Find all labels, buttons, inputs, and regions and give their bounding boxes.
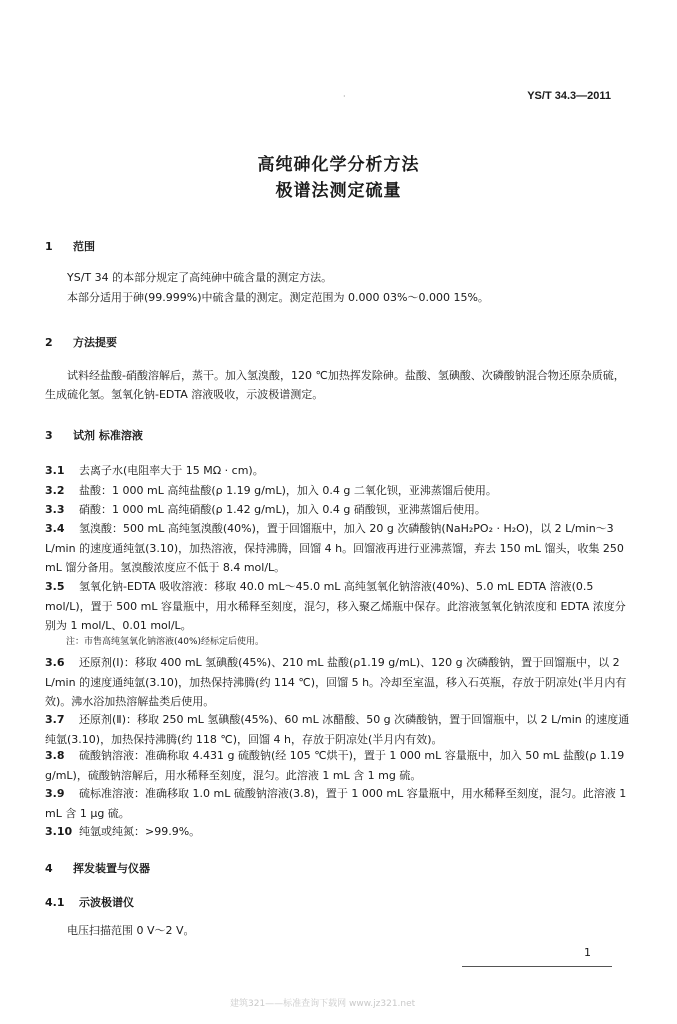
section-4-1-para: 电压扫描范围 0 V～2 V。 xyxy=(67,924,195,937)
section-1-para2: 本部分适用于砷(99.999%)中硫含量的测定。测定范围为 0.000 03%～0.000 15%。 xyxy=(67,291,489,304)
clause-number: 3.9 xyxy=(45,787,65,800)
clause-3-6 xyxy=(45,653,635,712)
section-number: 2 xyxy=(45,336,53,349)
watermark: 建筑321——标准查询下载网 www.jz321.net xyxy=(230,999,416,1009)
clause-3-8 xyxy=(45,746,635,785)
clause-3-10 xyxy=(45,822,635,842)
section-2-heading xyxy=(45,334,117,350)
section-4-1-heading xyxy=(45,894,134,910)
header-dot: · xyxy=(343,92,346,101)
clause-text: 纯氩或纯氮：>99.9%。 xyxy=(79,825,201,838)
clause-text: 氢溴酸：500 mL 高纯氢溴酸(40%)，置于回馏瓶中，加入 20 g 次磷酸钠(NaH₂PO₂ · H₂O)，以 2 L/min～3 L/min 的速度通纯氩(3.10)，加热溶液，保持沸腾，回馏 4 h。回馏液再进行亚沸蒸馏，弃去 150 mL 馏头，收集 250 mL 馏分备用。氢溴酸浓度应不低于 8.4 mol/L。 xyxy=(45,522,624,574)
section-number: 1 xyxy=(45,240,53,253)
clause-3-7 xyxy=(45,710,635,749)
clause-number: 3.6 xyxy=(45,656,65,669)
clause-number: 3.8 xyxy=(45,749,65,762)
subsection-number: 4.1 xyxy=(45,896,65,909)
clause-text: 硫酸钠溶液：准确称取 4.431 g 硫酸钠(经 105 ℃烘干)，置于 1 000 mL 容量瓶中，加入 50 mL 盐酸(ρ 1.19 g/mL)，硫酸钠溶解后，用水稀释至刻度，混匀。此溶液 1 mL 含 1 mg 硫。 xyxy=(45,749,625,782)
clause-text: 硫标准溶液：准确移取 1.0 mL 硫酸钠溶液(3.8)，置于 1 000 mL 容量瓶中，用水稀释至刻度，混匀。此溶液 1 mL 含 1 μg 硫。 xyxy=(45,787,627,820)
page-number: 1 xyxy=(584,946,591,959)
clause-3-9 xyxy=(45,784,635,823)
section-title: 试剂 标准溶液 xyxy=(73,429,143,442)
section-title: 挥发装置与仪器 xyxy=(73,862,150,875)
section-number: 3 xyxy=(45,429,53,442)
clause-3-3 xyxy=(45,500,635,520)
section-title: 范围 xyxy=(73,240,95,253)
note-text: 注：市售高纯氢氧化钠溶液(40%)经标定后使用。 xyxy=(66,637,265,647)
clause-number: 3.1 xyxy=(45,464,65,477)
document-title-line2: 极谱法测定硫量 xyxy=(275,181,402,201)
clause-3-4 xyxy=(45,519,635,578)
section-title: 方法提要 xyxy=(73,336,117,349)
section-number: 4 xyxy=(45,862,53,875)
clause-number: 3.3 xyxy=(45,503,65,516)
clause-text: 氢氧化钠-EDTA 吸收溶液：移取 40.0 mL～45.0 mL 高纯氢氧化钠溶液(40%)、5.0 mL EDTA 溶液(0.5 mol/L)，置于 500 mL 容量瓶中，用水稀释至刻度，混匀，移入聚乙烯瓶中保存。此溶液氢氧化钠浓度和 EDTA 浓度分别为 1 mol/L、0.01 mol/L。 xyxy=(45,580,626,632)
clause-text: 还原剂(Ⅰ)：移取 400 mL 氢碘酸(45%)、210 mL 盐酸(ρ1.19 g/mL)、120 g 次磷酸钠，置于回馏瓶中，以 2 L/min 的速度通纯氩(3.10)，加热保持沸腾(约 114 ℃)，回馏 5 h。冷却至室温，移入石英瓶，存放于阴凉处(半月内有效)。沸水浴加热溶解盐类后使用。 xyxy=(45,656,627,708)
clause-text: 去离子水(电阻率大于 15 MΩ · cm)。 xyxy=(79,464,264,477)
clause-text: 还原剂(Ⅱ)：移取 250 mL 氢碘酸(45%)、60 mL 冰醋酸、50 g 次磷酸钠，置于回馏瓶中，以 2 L/min 的速度通纯氩(3.10)，加热保持沸腾(约 118 ℃)，回馏 4 h，存放于阴凉处(半月内有效)。 xyxy=(45,713,630,746)
clause-3-2 xyxy=(45,481,635,501)
clause-number: 3.7 xyxy=(45,713,65,726)
footer-rule xyxy=(462,966,612,967)
section-3-heading xyxy=(45,427,143,443)
section-2-para1: 试料经盐酸-硝酸溶解后，蒸干。加入氢溴酸，120 ℃加热挥发除砷。盐酸、氢碘酸、次磷酸钠混合物还原杂质硫，生成硫化氢。氢氧化钠-EDTA 溶液吸收，示波极谱测定。 xyxy=(45,369,625,401)
clause-3-1 xyxy=(45,461,635,481)
clause-number: 3.10 xyxy=(45,825,73,838)
clause-number: 3.4 xyxy=(45,522,65,535)
clause-text: 硝酸：1 000 mL 高纯硝酸(ρ 1.42 g/mL)，加入 0.4 g 硝酸钡，亚沸蒸馏后使用。 xyxy=(79,503,486,516)
subsection-title: 示波极谱仪 xyxy=(79,896,134,909)
section-1-para1: YS/T 34 的本部分规定了高纯砷中硫含量的测定方法。 xyxy=(67,271,333,284)
document-title-line1: 高纯砷化学分析方法 xyxy=(257,155,420,175)
standard-code: YS/T 34.3—2011 xyxy=(527,90,611,102)
clause-3-5 xyxy=(45,577,635,636)
clause-number: 3.5 xyxy=(45,580,65,593)
clause-text: 盐酸：1 000 mL 高纯盐酸(ρ 1.19 g/mL)，加入 0.4 g 二氧化钡，亚沸蒸馏后使用。 xyxy=(79,484,497,497)
section-4-heading xyxy=(45,860,150,876)
clause-number: 3.2 xyxy=(45,484,65,497)
section-1-heading xyxy=(45,238,95,254)
note xyxy=(66,634,264,647)
